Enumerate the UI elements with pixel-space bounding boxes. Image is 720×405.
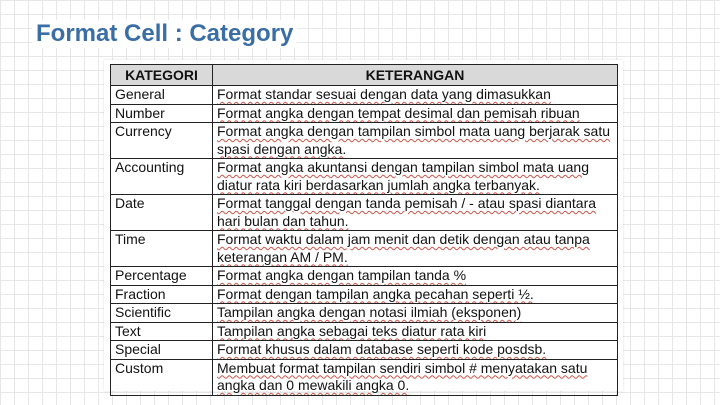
table-row: [111, 304, 618, 323]
table-row: [111, 159, 618, 195]
table-row: [111, 104, 618, 123]
format-category-table: [110, 64, 618, 396]
table-row: [111, 322, 618, 341]
category-cell: Scientific: [111, 304, 213, 323]
category-cell: Accounting: [111, 159, 213, 195]
description-cell: Format tanggal dengan tanda pemisah / - atau spasi diantara hari bulan dan tahun.: [213, 195, 618, 231]
category-cell: Custom: [111, 359, 213, 395]
description-cell: Format dengan tampilan angka pecahan seperti ½.: [213, 285, 618, 304]
category-table-image: [104, 60, 623, 391]
description-cell: Tampilan angka sebagai teks diatur rata kiri: [213, 322, 618, 341]
category-cell: Currency: [111, 123, 213, 159]
category-cell: Text: [111, 322, 213, 341]
description-cell: Membuat format tampilan sendiri simbol # menyatakan satu angka dan 0 mewakili angka 0.: [213, 359, 618, 395]
description-cell: Format angka dengan tampilan tanda %: [213, 267, 618, 286]
description-cell: Tampilan angka dengan notasi ilmiah (eksponen): [213, 304, 618, 323]
table-header-row: [111, 65, 618, 86]
slide-title: Format Cell : Category: [32, 20, 297, 48]
table-row: [111, 285, 618, 304]
description-cell: Format angka dengan tempat desimal dan pemisah ribuan: [213, 104, 618, 123]
table-row: [111, 86, 618, 105]
column-header-keterangan: KETERANGAN: [213, 65, 618, 86]
table-row: [111, 195, 618, 231]
column-header-kategori: KATEGORI: [111, 65, 213, 86]
description-cell: Format khusus dalam database seperti kode posdsb.: [213, 341, 618, 360]
table-row: [111, 359, 618, 395]
table-row: [111, 231, 618, 267]
category-cell: Date: [111, 195, 213, 231]
category-cell: General: [111, 86, 213, 105]
table-row: [111, 123, 618, 159]
table-row: [111, 341, 618, 360]
category-cell: Percentage: [111, 267, 213, 286]
category-cell: Special: [111, 341, 213, 360]
description-cell: Format angka akuntansi dengan tampilan simbol mata uang diatur rata kiri berdasarkan jumlah angka terbanyak.: [213, 159, 618, 195]
description-cell: Format waktu dalam jam menit dan detik dengan atau tanpa keterangan AM / PM.: [213, 231, 618, 267]
description-cell: Format angka dengan tampilan simbol mata uang berjarak satu spasi dengan angka.: [213, 123, 618, 159]
category-cell: Fraction: [111, 285, 213, 304]
table-row: [111, 267, 618, 286]
category-cell: Number: [111, 104, 213, 123]
category-cell: Time: [111, 231, 213, 267]
description-cell: Format standar sesuai dengan data yang dimasukkan: [213, 86, 618, 105]
